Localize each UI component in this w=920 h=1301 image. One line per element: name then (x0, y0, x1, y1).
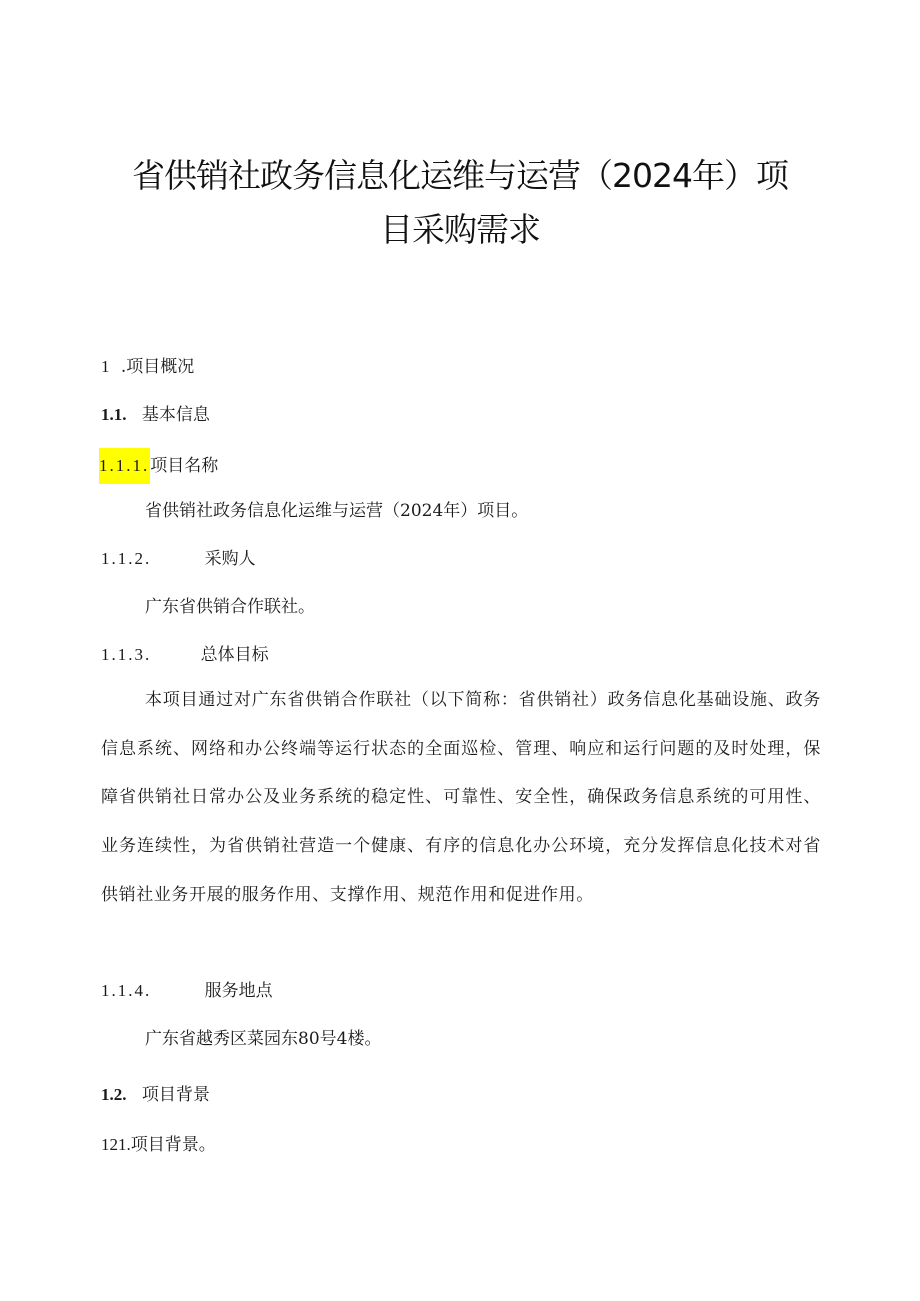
section-1-label: .项目概况 (120, 357, 195, 377)
item-1-1-1-heading (101, 448, 218, 484)
item-1-1-2-number: 1.1.2. (101, 549, 152, 568)
item-1-1-4-heading (101, 976, 273, 1001)
item-1-1-4-content: 广东省越秀区菜园东80号4楼。 (145, 1029, 382, 1049)
section-1-1-label: 基本信息 (141, 405, 210, 425)
item-1-1-1-label: 项目名称 (150, 456, 219, 476)
item-1-1-2-heading (101, 544, 256, 569)
item-1-1-2-content: 广东省供销合作联社。 (145, 597, 315, 617)
item-1-1-2-label: 采购人 (204, 549, 256, 569)
item-1-1-3-content: 本项目通过对广东省供销合作联社（以下简称：省供销社）政务信息化基础设施、政务信息系统、网络和办公终端等运行状态的全面巡检、管理、响应和运行问题的及时处理，保障省供销社日常办公及业务系统的稳定性、可靠性、安全性，确保政务信息系统的可用性、业务连续性，为省供销社营造一个健康、有序的信息化办公环境，充分发挥信息化技术对省供销社业务开展的服务作用、支撑作用、规范作用和促进作用。 (101, 690, 821, 905)
item-1-1-4-label: 服务地点 (204, 981, 273, 1001)
item-1-1-4-number: 1.1.4. (101, 981, 152, 1000)
section-1-number: 1 (101, 357, 112, 376)
item-1-2-1-label: 项目背景。 (130, 1135, 216, 1155)
item-1-1-3-label: 总体目标 (200, 645, 269, 665)
document-title-line-1: 省供销社政务信息化运维与运营（2024年）项 (132, 156, 788, 195)
item-1-1-1-number-highlight: 1.1.1. (99, 448, 150, 484)
section-1-1-heading (101, 400, 210, 425)
item-1-1-1-content: 省供销社政务信息化运维与运营（2024年）项目。 (145, 501, 529, 521)
section-1-heading (101, 352, 194, 377)
item-1-1-3-number: 1.1.3. (101, 645, 152, 664)
section-1-2-heading (101, 1080, 210, 1105)
section-1-2-number: 1.2. (101, 1085, 127, 1104)
section-1-1-number: 1.1. (101, 405, 127, 424)
item-1-2-1-number: 121. (101, 1135, 131, 1154)
document-title-line-2: 目采购需求 (380, 210, 540, 249)
section-1-2-label: 项目背景 (141, 1085, 210, 1105)
item-1-2-1-heading (101, 1130, 216, 1155)
item-1-1-3-heading (101, 640, 269, 665)
